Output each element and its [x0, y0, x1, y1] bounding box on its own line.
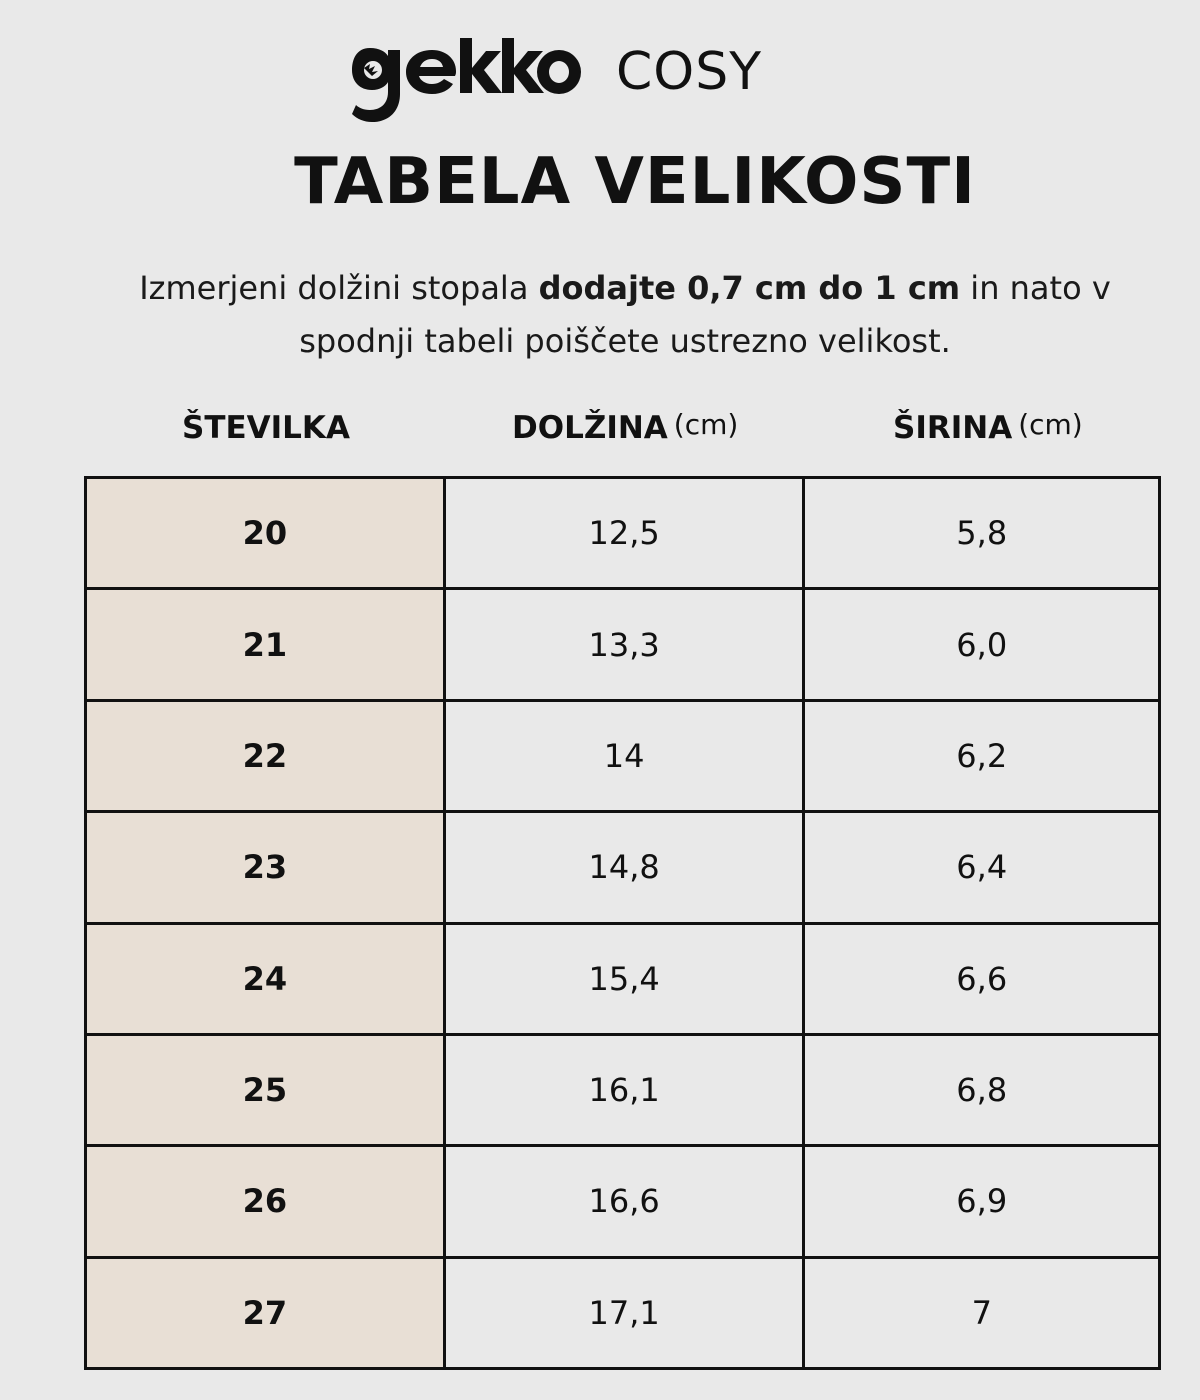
table-row	[86, 700, 1160, 811]
table-row	[86, 923, 1160, 1034]
size-cell: 27	[86, 1257, 445, 1368]
page-title: TABELA VELIKOSTI	[294, 145, 976, 219]
column-header-width-unit: (cm)	[1018, 408, 1083, 441]
column-header-width	[893, 410, 1083, 446]
length-cell: 16,1	[444, 1034, 804, 1145]
size-cell: 23	[86, 812, 445, 923]
intro-text-part1: Izmerjeni dolžini stopala	[139, 269, 539, 307]
length-cell: 12,5	[444, 478, 804, 589]
column-header-size-label: ŠTEVILKA	[182, 410, 350, 446]
size-table	[84, 476, 1161, 1370]
width-cell: 6,9	[804, 1146, 1160, 1257]
column-header-width-label: ŠIRINA	[893, 410, 1013, 446]
size-cell: 22	[86, 700, 445, 811]
length-cell: 14,8	[444, 812, 804, 923]
logo-letter-g	[352, 48, 400, 122]
width-cell: 6,6	[804, 923, 1160, 1034]
logo-letter-k-2	[502, 38, 544, 93]
column-header-length-unit: (cm)	[673, 408, 739, 441]
size-cell: 26	[86, 1146, 445, 1257]
width-cell: 6,0	[804, 589, 1160, 700]
logo-letter-e	[406, 50, 456, 94]
column-header-length	[512, 410, 738, 446]
size-cell: 20	[86, 478, 445, 589]
brand	[350, 38, 762, 128]
column-header-length-label: DOLŽINA	[512, 410, 668, 446]
width-cell: 6,4	[804, 812, 1160, 923]
size-cell: 25	[86, 1034, 445, 1145]
length-cell: 13,3	[444, 589, 804, 700]
table-row	[86, 478, 1160, 589]
table-row	[86, 1146, 1160, 1257]
size-cell: 24	[86, 923, 445, 1034]
width-cell: 6,8	[804, 1034, 1160, 1145]
width-cell: 5,8	[804, 478, 1160, 589]
length-cell: 17,1	[444, 1257, 804, 1368]
intro-text	[100, 262, 1150, 368]
width-cell: 7	[804, 1257, 1160, 1368]
length-cell: 14	[444, 700, 804, 811]
length-cell: 16,6	[444, 1146, 804, 1257]
table-row	[86, 1034, 1160, 1145]
intro-text-bold: dodajte 0,7 cm do 1 cm	[538, 269, 961, 307]
table-row	[86, 812, 1160, 923]
product-name: COSY	[616, 42, 763, 102]
size-cell: 21	[86, 589, 445, 700]
table-row	[86, 589, 1160, 700]
gekko-logo	[350, 38, 582, 124]
length-cell: 15,4	[444, 923, 804, 1034]
intro-text-part2: in nato v spodnji tabeli poiščete ustrezno velikost.	[299, 269, 1111, 360]
logo-letter-k	[460, 38, 502, 93]
column-header-size	[182, 410, 350, 446]
width-cell: 6,2	[804, 700, 1160, 811]
table-row	[86, 1257, 1160, 1368]
logo-letter-o	[537, 50, 581, 94]
